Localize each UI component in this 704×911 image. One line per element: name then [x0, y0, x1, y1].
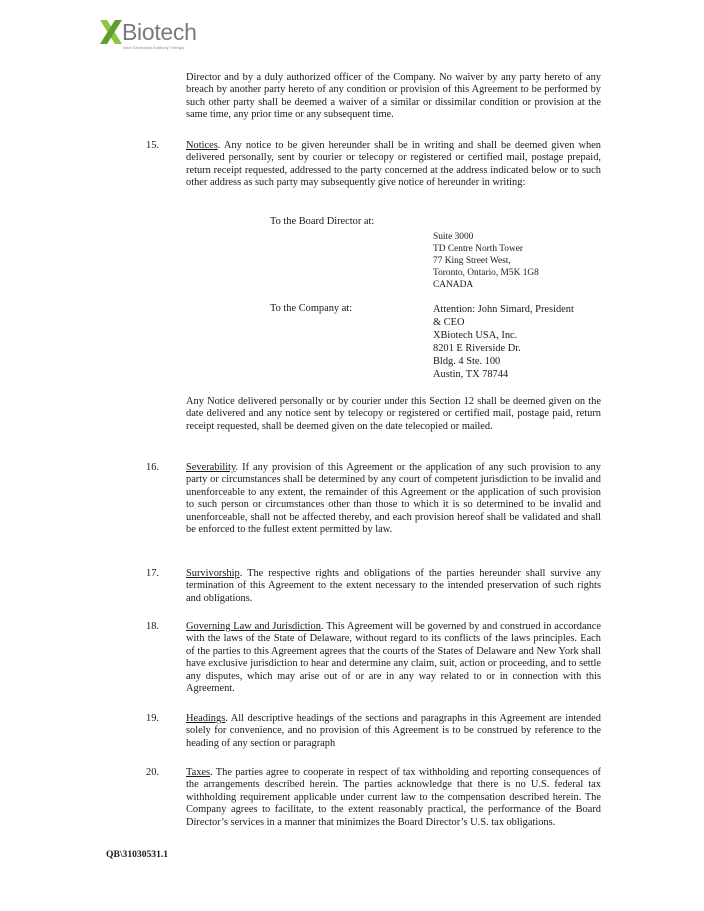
- section-18-heading: Governing Law and Jurisdiction: [186, 621, 321, 632]
- address-line: Toronto, Ontario, M5K 1G8: [433, 268, 539, 278]
- address-line: 8201 E Riverside Dr.: [433, 343, 521, 354]
- address-line: Bldg. 4 Ste. 100: [433, 356, 501, 367]
- board-director-label: To the Board Director at:: [270, 216, 375, 227]
- section-18-paragraph: [186, 621, 601, 695]
- section-20-heading: Taxes: [186, 767, 211, 778]
- section-19-heading: Headings: [186, 713, 226, 724]
- section-15-closing: Any Notice delivered personally or by courier under this Section 12 shall be deemed given on the date delivered and any notice sent by telecopy or registered or certified mail, postage paid, return receipt requested, shall be deemed given on the date telecopied or mailed.: [186, 396, 601, 432]
- section-19-paragraph: [186, 713, 601, 750]
- section-15-heading: Notices: [186, 140, 218, 151]
- intro-paragraph: Director and by a duly authorized officer of the Company. No waiver by any party hereto of any breach by another party hereto of any condition or provision of this Agreement to be performed by such other party shall be deemed a waiver of a similar or dissimilar condition or provision at the same time, any prior time or any subsequent time.: [186, 72, 601, 121]
- section-17-paragraph: [186, 568, 601, 605]
- logo-tagline: Next Generation Antibody Therapy: [123, 45, 185, 50]
- section-18-text: . This Agreement will be governed by and construed in accordance with the laws of the State of Delaware, without regard to its conflicts of the laws principles. Each of the parties to this Agreement agrees that the courts of the States of Delaware and New York shall have exclusive jurisdiction to hear and determine any claim, suit, action or proceeding, and to settle any disputes, which may arise out of or are in any way related to or in connection with this Agreement.: [186, 621, 602, 695]
- section-19-text: . All descriptive headings of the sections and paragraphs in this Agreement are intended solely for convenience, and no provision of this Agreement is to be construed by reference to the heading of any section or paragraph: [186, 713, 601, 749]
- address-line: CANADA: [433, 280, 474, 290]
- xbiotech-x-icon: [100, 20, 122, 44]
- address-line: & CEO: [433, 317, 465, 328]
- company-logo: [100, 18, 210, 52]
- section-16-heading: Severability: [186, 462, 236, 473]
- section-17-number: 17.: [146, 568, 159, 579]
- section-16-number: 16.: [146, 462, 159, 473]
- address-line: 77 King Street West,: [433, 256, 511, 266]
- section-17-text: . The respective rights and obligations of the parties hereunder shall survive any termination of this Agreement to the extent necessary to the intended preservation of such rights and obligations.: [186, 568, 601, 604]
- section-18-number: 18.: [146, 621, 159, 632]
- address-line: XBiotech USA, Inc.: [433, 330, 518, 341]
- address-line: TD Centre North Tower: [433, 244, 524, 254]
- section-15-number: 15.: [146, 140, 159, 151]
- section-20-paragraph: [186, 767, 601, 829]
- section-17-heading: Survivorship: [186, 568, 240, 579]
- address-line: Attention: John Simard, President: [433, 304, 574, 315]
- address-line: Suite 3000: [433, 232, 474, 242]
- logo-wordmark: Biotech: [122, 19, 197, 45]
- section-16-paragraph: [186, 462, 601, 536]
- board-director-address: [433, 231, 613, 291]
- section-20-text: . The parties agree to cooperate in respect of tax withholding and reporting consequences of the arrangements described herein. The parties acknowledge that there is no U.S. federal tax withholding requirement applicable under current law to the compensation described herein. The Company agrees to facilitate, to the extent reasonably practical, the performance of the Board Director’s services in a manner that minimizes the Board Director’s U.S. tax obligations.: [186, 767, 601, 828]
- section-20-number: 20.: [146, 767, 159, 778]
- document-id-footer: QB\31030531.1: [106, 849, 169, 860]
- address-line: Austin, TX 78744: [433, 369, 509, 380]
- section-15-text: . Any notice to be given hereunder shall be in writing and shall be deemed given when delivered personally, sent by courier or telecopy or registered or certified mail, postage prepaid, return receipt requested, addressed to the party concerned at the address indicated below or to such other address as such party may subsequently give notice of hereunder in writing:: [186, 140, 601, 189]
- section-19-number: 19.: [146, 713, 159, 724]
- section-15-paragraph: [186, 140, 601, 190]
- company-label: To the Company at:: [270, 303, 353, 314]
- section-16-text: . If any provision of this Agreement or the application of any such provision to any party or circumstances shall be determined by any court of competent jurisdiction to be invalid and unenforceable to any extent, the remainder of this Agreement or the application of such provision to such person or circumstances other than those to which it is so determined to be invalid and unenforceable, shall not be affected thereby, and each provision hereof shall be validated and shall be enforced to the fullest extent permitted by law.: [186, 462, 601, 536]
- company-address: [433, 303, 605, 381]
